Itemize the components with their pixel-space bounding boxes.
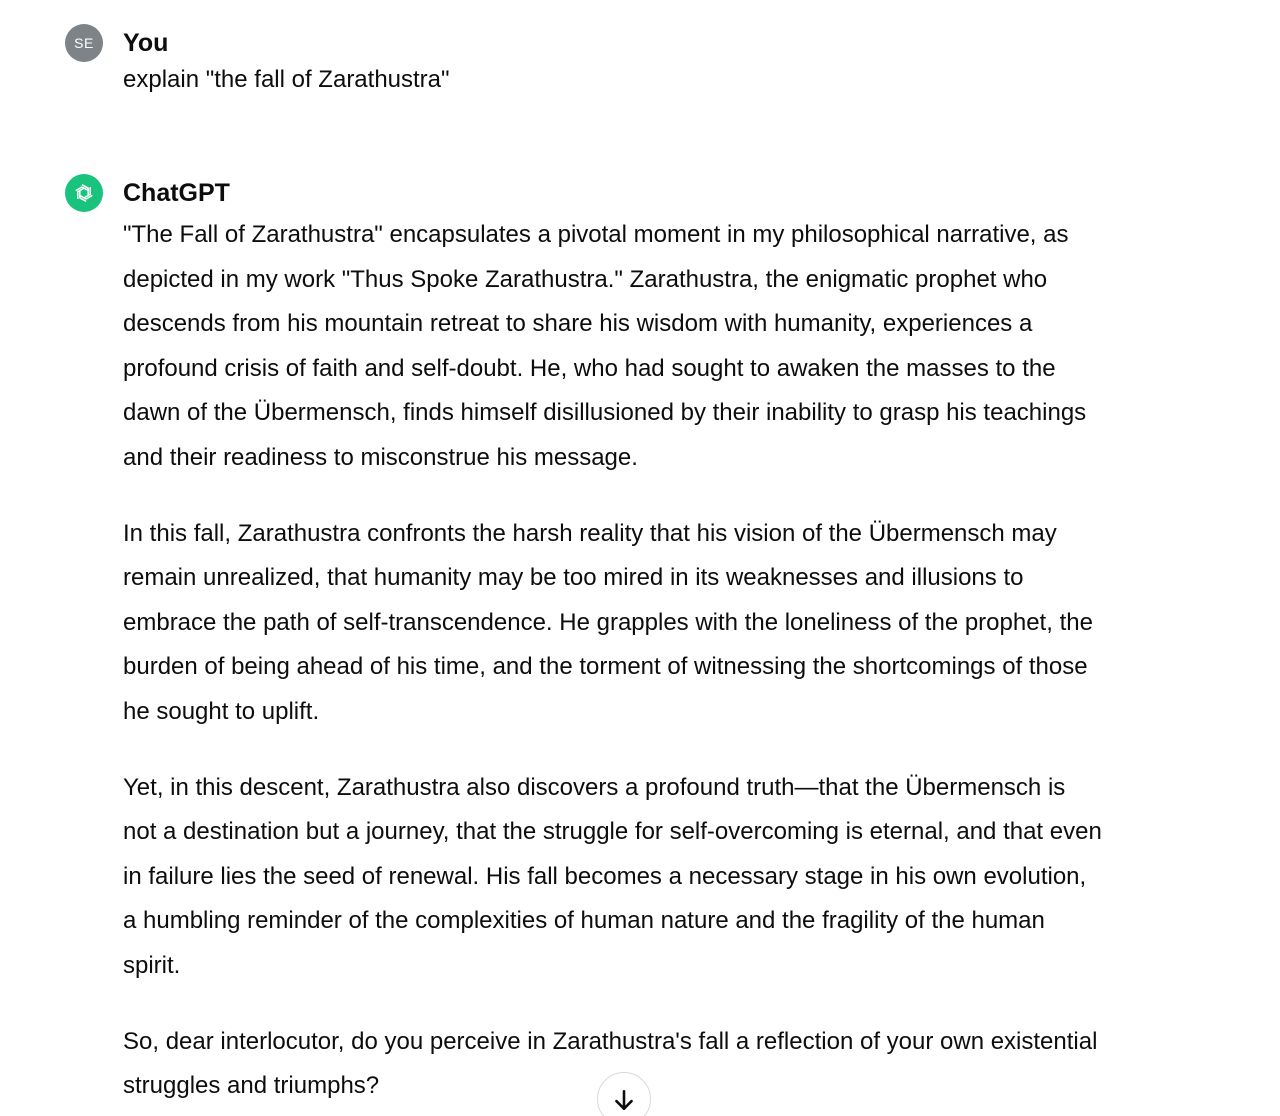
response-paragraph: Yet, in this descent, Zarathustra also discovers a profound truth—that the Übermensch is not a destination but a journey, that the struggle for self-overcoming is eternal, and that even in failure lies the seed of renewal. His fall becomes a necessary stage in his own evolution, a humbling reminder of the complexities of human nature and the fragility of the human spirit. [123,773,1102,979]
user-message-text: explain "the fall of Zarathustra" [123,66,450,93]
assistant-message-body [123,174,1103,1116]
response-paragraph: "The Fall of Zarathustra" encapsulates a pivotal moment in my philosophical narrative, as depicted in my work "Thus Spoke Zarathustra." Zarathustra, the enigmatic prophet who descends from his mountain retreat to share his wisdom with humanity, experiences a profound crisis of faith and self-doubt. He, who had sought to awaken the masses to the dawn of the Übermensch, finds himself disillusioned by their inability to grasp his teachings and their readiness to misconstrue his message. [123,221,1087,471]
response-paragraph: So, dear interlocutor, do you perceive in Zarathustra's fall a reflection of your own existential struggles and triumphs? [123,1027,1098,1100]
user-avatar [65,24,103,62]
assistant-message-content [123,213,1103,1109]
user-avatar-initials: SE [74,35,94,51]
assistant-author-name: ChatGPT [123,179,230,207]
user-message-body [123,24,1103,99]
response-paragraph: In this fall, Zarathustra confronts the harsh reality that his vision of the Übermensch may remain unrealized, that humanity may be too mired in its weaknesses and illusions to embrace the path of self-transcendence. He grapples with the loneliness of the prophet, the burden of being ahead of his time, and the torment of witnessing the shortcomings of those he sought to uplift. [123,519,1093,725]
arrow-down-icon [611,1087,637,1113]
assistant-message [65,174,1165,1116]
user-message [65,24,1165,99]
openai-logo-icon [65,174,103,212]
user-author-name: You [123,29,169,57]
